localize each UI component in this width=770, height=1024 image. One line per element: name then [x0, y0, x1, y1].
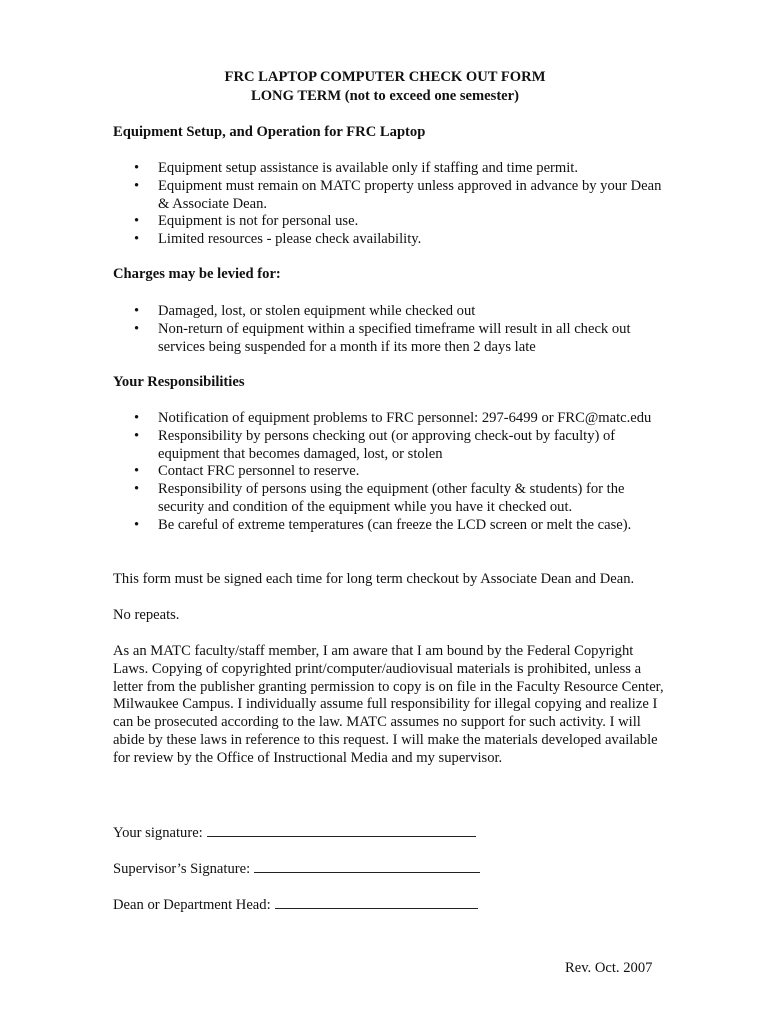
- list-item: • Equipment setup assistance is available only if staffing and time permit.: [113, 160, 673, 178]
- charges-list: [113, 303, 673, 356]
- list-item: • Damaged, lost, or stolen equipment while checked out: [113, 303, 673, 321]
- list-item: • Limited resources - please check availability.: [113, 231, 673, 249]
- list-item: • Non-return of equipment within a specified timeframe will result in all check out services being suspended for a month if its more then 2 days late: [113, 321, 673, 357]
- list-item: • Equipment must remain on MATC property unless approved in advance by your Dean & Associate Dean.: [113, 178, 673, 214]
- dean-signature-field[interactable]: [275, 894, 478, 909]
- responsibilities-list: [113, 410, 673, 535]
- dean-signature-line: [113, 894, 478, 915]
- setup-list: [113, 160, 673, 249]
- list-item: • Responsibility by persons checking out (or approving check-out by faculty) of equipment that becomes damaged, lost, or stolen: [113, 428, 673, 464]
- your-signature-field[interactable]: [207, 822, 476, 837]
- form-title: FRC LAPTOP COMPUTER CHECK OUT FORM: [224, 69, 546, 85]
- your-signature-label: Your signature:: [113, 825, 203, 841]
- revision-date: Rev. Oct. 2007: [565, 960, 653, 976]
- setup-heading: Equipment Setup, and Operation for FRC Laptop: [113, 124, 426, 140]
- signing-note: This form must be signed each time for long term checkout by Associate Dean and Dean.: [113, 571, 635, 587]
- supervisor-signature-line: [113, 858, 480, 879]
- responsibilities-heading: Your Responsibilities: [113, 374, 245, 390]
- list-item: • Equipment is not for personal use.: [113, 213, 673, 231]
- form-subtitle: LONG TERM (not to exceed one semester): [250, 88, 520, 104]
- dean-signature-label: Dean or Department Head:: [113, 897, 271, 913]
- supervisor-signature-field[interactable]: [254, 858, 480, 873]
- list-item: • Be careful of extreme temperatures (can freeze the LCD screen or melt the case).: [113, 517, 673, 535]
- charges-heading: Charges may be levied for:: [113, 266, 281, 282]
- your-signature-line: [113, 822, 476, 843]
- list-item: • Notification of equipment problems to FRC personnel: 297-6499 or FRC@matc.edu: [113, 410, 673, 428]
- copyright-statement: As an MATC faculty/staff member, I am aware that I am bound by the Federal Copyright Laws. Copying of copyrighted print/computer/audiovisual materials is prohibited, unless a letter from the publisher granting permission to copy is on file in the Faculty Resource Center, Milwaukee Campus. I individually assume full responsibility for illegal copying and realize I can be prosecuted according to the law. MATC assumes no support for such activity. I will abide by these laws in reference to this request. I will make the materials developed available for review by the Office of Instructional Media and my supervisor.: [113, 643, 664, 766]
- list-item: • Responsibility of persons using the equipment (other faculty & students) for the security and condition of the equipment while you have it checked out.: [113, 481, 673, 517]
- supervisor-signature-label: Supervisor’s Signature:: [113, 861, 251, 877]
- list-item: • Contact FRC personnel to reserve.: [113, 463, 673, 481]
- no-repeats-note: No repeats.: [113, 607, 180, 623]
